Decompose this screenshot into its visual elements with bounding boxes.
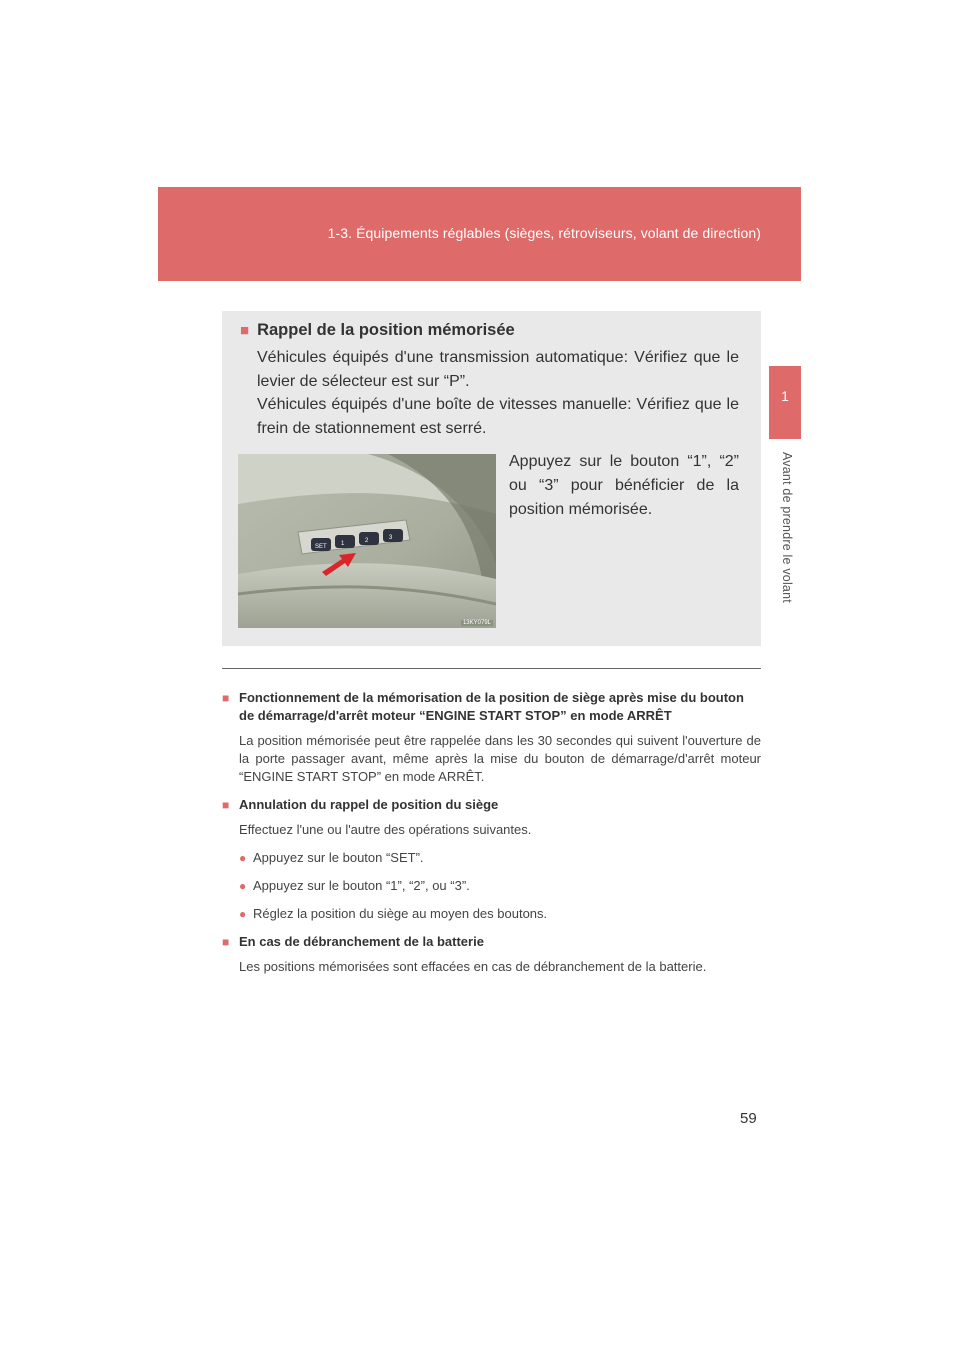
image-code: 13KY079L bbox=[462, 620, 491, 626]
memory-recall-box bbox=[222, 311, 761, 646]
memory-button-set bbox=[311, 538, 331, 551]
memory-buttons-photo bbox=[238, 454, 496, 628]
page-number: 59 bbox=[740, 1110, 757, 1127]
button-1-label: 1 bbox=[341, 541, 345, 547]
list-item-text: Appuyez sur le bouton “1”, “2”, ou “3”. bbox=[253, 878, 470, 893]
automatic-transmission-text: Véhicules équipés d'une transmission automatique: Vérifiez que le levier de sélecteur est sur “P”. bbox=[257, 349, 739, 390]
round-bullet-icon: ● bbox=[239, 907, 247, 921]
box-heading bbox=[240, 321, 515, 340]
square-bullet-icon: ■ bbox=[222, 935, 230, 949]
chapter-label: Avant de prendre le volant bbox=[780, 452, 794, 603]
list-item bbox=[239, 905, 761, 923]
round-bullet-icon: ● bbox=[239, 879, 247, 893]
list-item-text: Appuyez sur le bouton “SET”. bbox=[253, 850, 424, 865]
note-heading-cancel-recall bbox=[222, 796, 761, 814]
recall-instruction-text: Appuyez sur le bouton “1”, “2” ou “3” pour bénéficier de la position mémorisée. bbox=[509, 453, 739, 518]
section-header-band bbox=[158, 187, 801, 281]
note-heading-text: En cas de débranchement de la batterie bbox=[239, 934, 484, 949]
button-2-label: 2 bbox=[365, 538, 369, 544]
chapter-number: 1 bbox=[781, 388, 789, 404]
note-heading-text: Annulation du rappel de position du siège bbox=[239, 797, 499, 812]
manual-transmission-text: Véhicules équipés d'une boîte de vitesses manuelle: Vérifiez que le frein de stationnement est serré. bbox=[257, 396, 739, 437]
section-title: 1-3. Équipements réglables (sièges, rétroviseurs, volant de direction) bbox=[327, 225, 761, 241]
box-heading-text: Rappel de la position mémorisée bbox=[257, 321, 515, 339]
round-bullet-icon: ● bbox=[239, 851, 247, 865]
memory-button-1 bbox=[335, 535, 355, 548]
note-text-cancel-recall: Effectuez l'une ou l'autre des opérations suivantes. bbox=[239, 822, 532, 837]
notes-section bbox=[222, 689, 761, 986]
note-text-engine-stop: La position mémorisée peut être rappelée dans les 30 secondes qui suivent l'ouverture de la porte passager avant, même après la mise du bouton de démarrage/d'arrêt moteur “ENGINE START STOP” en mode ARRÊT. bbox=[239, 733, 761, 784]
door-panel-illustration bbox=[238, 454, 496, 628]
square-bullet-icon: ■ bbox=[222, 798, 230, 812]
button-3-label: 3 bbox=[389, 535, 393, 541]
chapter-tab bbox=[769, 366, 801, 439]
note-heading-engine-stop bbox=[222, 689, 761, 725]
note-heading-text: Fonctionnement de la mémorisation de la position de siège après mise du bouton de démarrage/d'arrêt moteur “ENGINE START STOP” en mode ARRÊT bbox=[239, 690, 744, 723]
note-heading-battery bbox=[222, 933, 761, 951]
memory-button-2 bbox=[359, 532, 379, 545]
section-divider bbox=[222, 668, 761, 669]
set-button-label: SET bbox=[315, 544, 327, 550]
square-bullet-icon: ■ bbox=[222, 691, 230, 705]
note-text-battery: Les positions mémorisées sont effacées en cas de débranchement de la batterie. bbox=[239, 959, 707, 974]
list-item-text: Réglez la position du siège au moyen des boutons. bbox=[253, 906, 548, 921]
list-item bbox=[239, 877, 761, 895]
square-bullet-icon: ■ bbox=[240, 322, 250, 339]
list-item bbox=[239, 849, 761, 867]
memory-button-3 bbox=[383, 529, 403, 542]
